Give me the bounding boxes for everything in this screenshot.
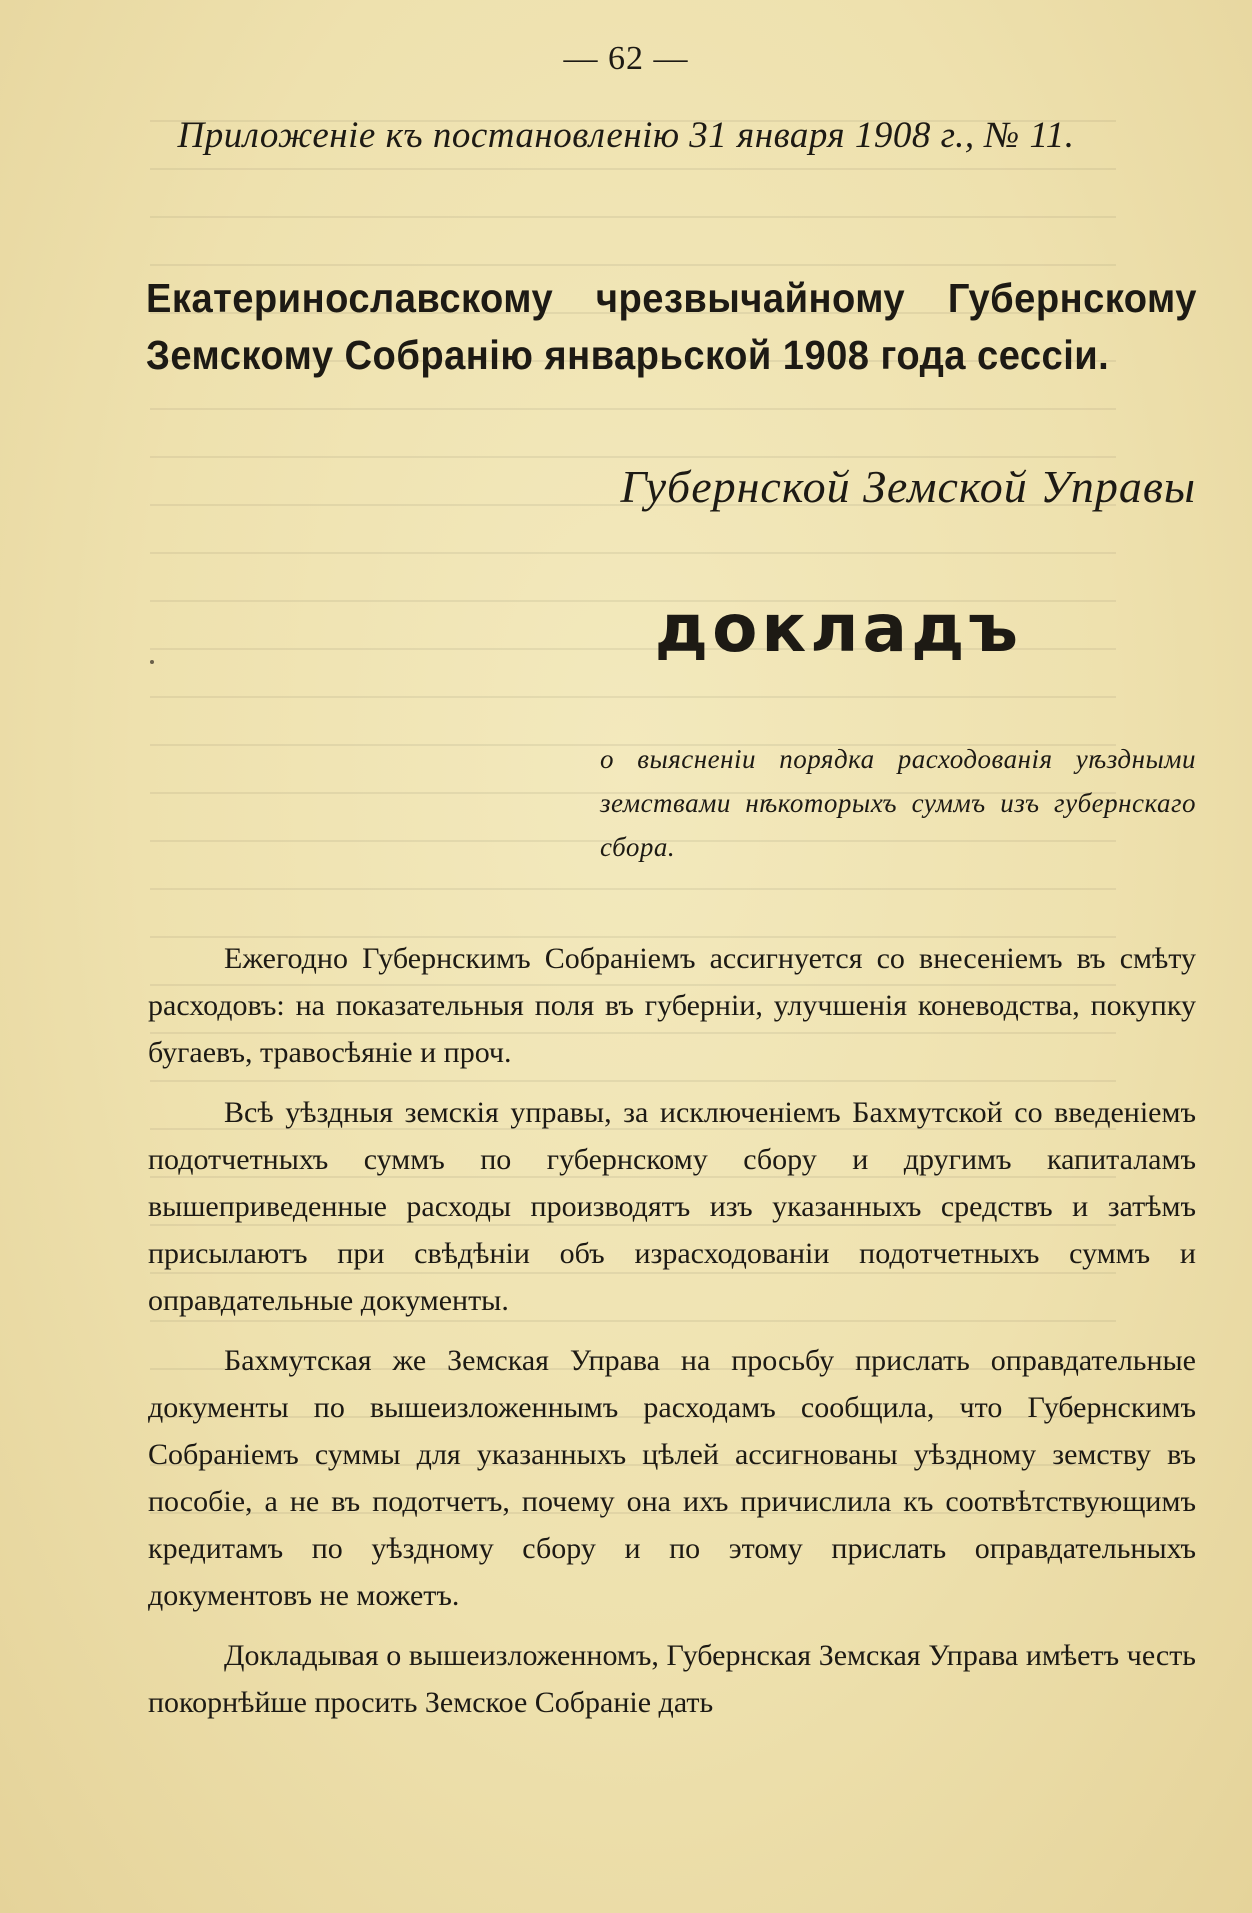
report-title: докладъ [654,590,1022,667]
body-text [148,935,1196,1739]
document-heading [146,270,1197,384]
report-subject: о выясненіи порядка расходованія уѣздными земствами нѣкоторыхъ суммъ изъ губернскаго сбора. [600,744,1196,862]
paragraph-2: Всѣ уѣздныя земскія управы, за исключеніемъ Бахмутской со введеніемъ подотчетныхъ суммъ по губернскому сбору и другимъ капиталамъ вышеприведенные расходы производятъ изъ указанныхъ средствъ и затѣмъ присылаютъ при свѣдѣніи объ израсходованіи подотчетныхъ суммъ и оправдательные документы. [148,1096,1196,1317]
heading-line-1: Екатеринославскому чрезвычайному Губернскому [146,275,1197,321]
ink-speck [150,660,154,664]
page-number: — 62 — [563,40,689,77]
issuer-name: Губернской Земской Управы [620,461,1196,512]
appendix-note: Приложеніе къ постановленію 31 января 1908 г., № 11. [177,115,1075,156]
paragraph-4: Докладывая о вышеизложенномъ, Губернская Земская Управа имѣетъ честь покорнѣйше просить Земское Собраніе дать [148,1639,1196,1719]
paragraph-1: Ежегодно Губернскимъ Собраніемъ ассигнуется со внесеніемъ въ смѣту расходовъ: на показательныя поля въ губерніи, улучшенія коневодства, покупку бугаевъ, травосѣяніе и проч. [148,942,1196,1069]
paragraph-3: Бахмутская же Земская Управа на просьбу прислать оправдательные документы по вышеизложеннымъ расходамъ сообщила, что Губернскимъ Собраніемъ суммы для указанныхъ цѣлей ассигнованы уѣздному земству въ пособіе, а не въ подотчетъ, почему она ихъ причислила къ соотвѣтствующимъ кредитамъ по уѣздному сбору и по этому прислать оправдательныхъ документовъ не можетъ. [148,1344,1196,1612]
heading-line-2: Земскому Собранію январьской 1908 года сессіи. [146,332,1110,378]
